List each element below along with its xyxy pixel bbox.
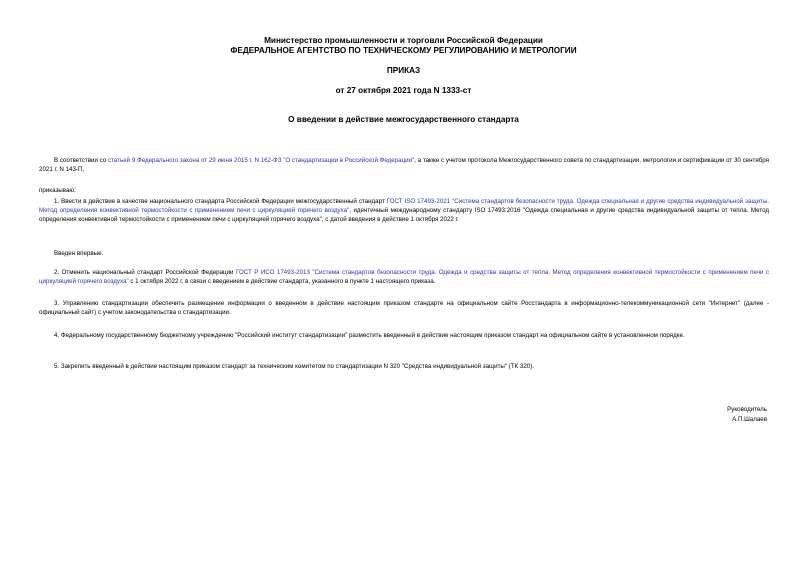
item-2-paragraph: [39, 268, 769, 286]
item-5-paragraph: 5. Закрепить введенный в действие настоящим приказом стандарт за техническим комитетом по стандартизации N 320 "Средства индивидуальной защиты" (ТК 320).: [54, 363, 535, 370]
item-2-text-start: 2. Отменить национальный стандарт Российской Федерации: [54, 269, 236, 276]
item-1-text-start: 1. Ввести в действие в качестве национального стандарта Российской Федерации межгосударственный стандарт: [54, 198, 387, 205]
item-1-text-end: , идентичный международному стандарту ISO 17493:2016 "Одежда специальная и другие средства индивидуальной защиты от тепла. Метод определения конвективной термостойкости с применением печи с циркуляцией горячего воздуха", с датой введения в действие 1 октября 2022 г.: [39, 207, 769, 223]
document-date: от 27 октября 2021 года N 1333-ст: [335, 86, 472, 95]
introduced-note: Введен впервые.: [54, 250, 104, 257]
document-title: О введении в действие межгосударственного стандарта: [288, 115, 519, 124]
document-type: ПРИКАЗ: [386, 66, 421, 75]
order-word: приказываю:: [39, 187, 76, 194]
item-4-paragraph: 4. Федеральному государственному бюджетному учреждению "Российский институт стандартизации" разместить введенный в действие настоящим приказом стандарт на официальном сайте в установленном порядке.: [54, 332, 685, 339]
item-2-text-end: с 1 октября 2022 г. в связи с введением в действие стандарта, указанного в пункте 1 настоящего приказа.: [128, 278, 436, 285]
preamble-text-end: , а также с учетом протокола Межгосударственного совета по стандартизации, метрологии и сертификации от 30 сентября 2021 г. N 143-П,: [39, 157, 769, 173]
federal-law-link[interactable]: статьей 9 Федерального закона от 29 июня 2015 г. N 162-ФЗ "О стандартизации в Российской Федерации": [107, 157, 415, 164]
preamble-text-start: В соответствии со: [54, 157, 108, 164]
item-3-paragraph: 3. Управлению стандартизации обеспечить размещение информации о введенном в действие настоящим приказом стандарте на официальном сайте Росстандарта в информационно-телекоммуникационной сети "Интернет" (далее - официальный сайт) с учетом законодательства о стандартизации.: [39, 300, 769, 316]
agency-name: ФЕДЕРАЛЬНОЕ АГЕНТСТВО ПО ТЕХНИЧЕСКОМУ РЕГУЛИРОВАНИЮ И МЕТРОЛОГИИ: [230, 46, 577, 55]
signatory-name: А.П.Шалаев: [732, 416, 767, 423]
preamble-paragraph: [39, 156, 769, 174]
gost-iso-17493-2021-link[interactable]: ГОСТ ISO 17493-2021 "Система стандартов безопасности труда. Одежда специальная и другие средства индивидуальной защиты. Метод определения конвективной термостойкости с применением печи с циркуляцией горячего воздуха": [39, 198, 769, 214]
gost-r-iso-17493-2013-link[interactable]: ГОСТ Р ИСО 17493-2013 "Система стандартов безопасности труда. Одежда и средства защиты от тепла. Метод определения конвективной термостойкости с применением печи с циркуляцией горячего воздуха": [39, 269, 769, 285]
signatory-role: Руководитель: [727, 406, 767, 413]
item-1-paragraph: [39, 197, 769, 224]
ministry-name: Министерство промышленности и торговли Российской Федерации: [264, 36, 543, 45]
